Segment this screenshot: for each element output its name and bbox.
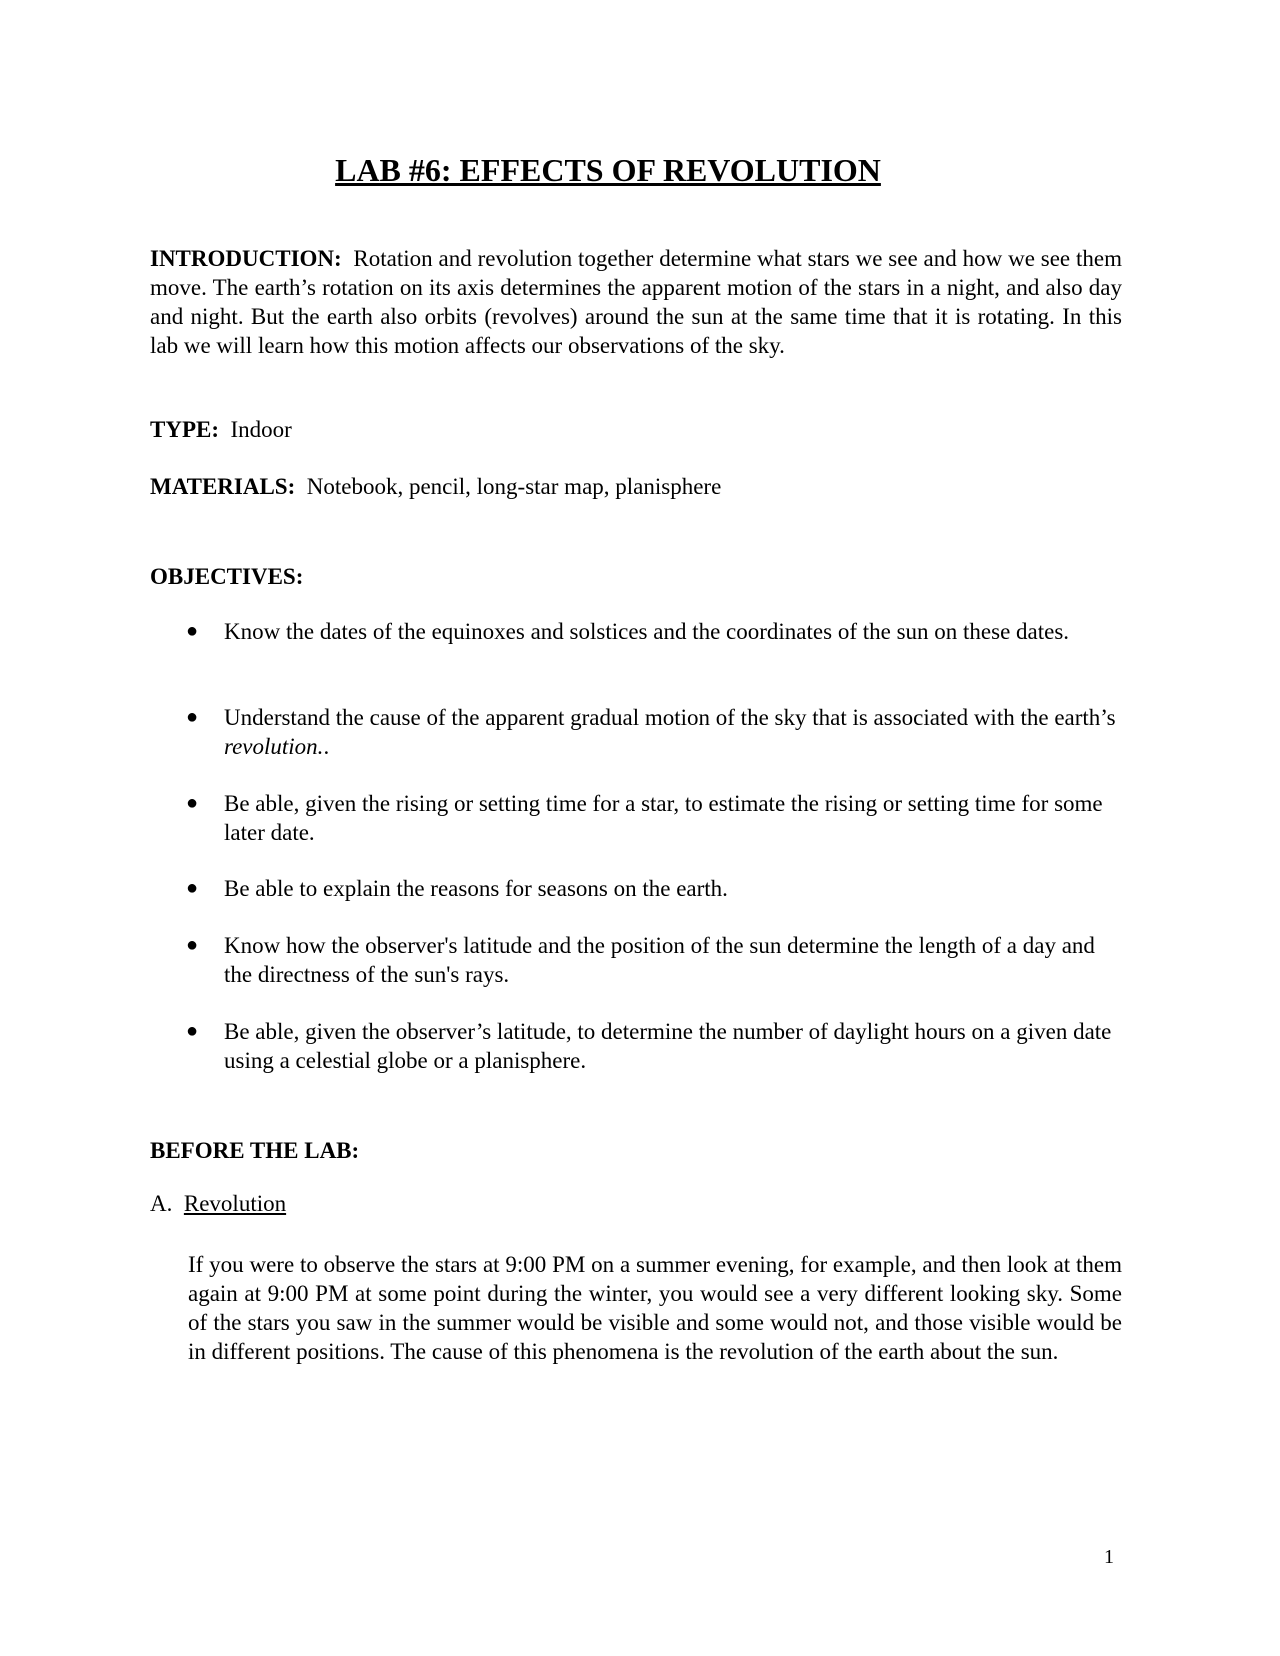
introduction-text: Rotation and revolution together determine what stars we see and how we see them move. The earth’s rotation on its axis determines the apparent motion of the stars in a night, and also day and night. But the earth also orbits (revolves) around the sun at the same time that it is rotating. In this lab we will learn how this motion affects our observations of the sky. bbox=[150, 246, 1122, 358]
objective-text: Know how the observer's latitude and the position of the sun determine the length of a day and the directness of the sun's rays. bbox=[224, 933, 1095, 987]
type-label: TYPE: bbox=[150, 417, 219, 442]
section-heading-revolution bbox=[150, 1189, 1122, 1218]
objective-text: Be able, given the observer’s latitude, to determine the number of daylight hours on a given date using a celestial globe or a planisphere. bbox=[224, 1019, 1112, 1073]
introduction-label: INTRODUCTION: bbox=[150, 246, 342, 271]
objective-text-main: Understand the cause of the apparent gradual motion of the sky that is associated with the earth’s bbox=[224, 705, 1116, 730]
bullet-icon: ● bbox=[186, 792, 199, 814]
objective-text-suffix: . bbox=[323, 734, 330, 759]
objective-text: Be able to explain the reasons for seasons on the earth. bbox=[224, 876, 728, 901]
objective-text-emphasis: revolution. bbox=[224, 734, 324, 759]
page-number: 1 bbox=[1104, 1546, 1114, 1568]
objective-text bbox=[224, 703, 1122, 761]
objective-text: Be able, given the rising or setting time for a star, to estimate the rising or setting time for some later date. bbox=[224, 791, 1103, 845]
lab-title: LAB #6: EFFECTS OF REVOLUTION bbox=[335, 152, 881, 188]
materials-line bbox=[150, 472, 1122, 501]
bullet-icon: ● bbox=[186, 934, 199, 956]
type-value: Indoor bbox=[230, 417, 292, 442]
materials-value: Notebook, pencil, long-star map, planisphere bbox=[306, 474, 722, 499]
objective-text: Know the dates of the equinoxes and solstices and the coordinates of the sun on these dates. bbox=[224, 619, 1070, 644]
materials-label: MATERIALS: bbox=[150, 474, 296, 499]
bullet-icon: ● bbox=[186, 620, 199, 642]
bullet-icon: ● bbox=[186, 1020, 199, 1042]
section-title: Revolution bbox=[183, 1191, 287, 1216]
introduction-paragraph bbox=[150, 244, 1122, 360]
before-the-lab-heading: BEFORE THE LAB: bbox=[150, 1138, 360, 1163]
bullet-icon: ● bbox=[186, 706, 199, 728]
revolution-paragraph: If you were to observe the stars at 9:00 PM on a summer evening, for example, and then look at them again at 9:00 PM at some point during the winter, you would see a very different looking sky. Some of the stars you saw in the summer would be visible and some would not, and those visible would be in different positions. The cause of this phenomena is the revolution of the earth about the sun. bbox=[188, 1252, 1122, 1364]
bullet-icon: ● bbox=[186, 877, 199, 899]
type-line bbox=[150, 415, 1122, 444]
objectives-heading: OBJECTIVES: bbox=[150, 564, 304, 589]
section-letter: A. bbox=[150, 1191, 173, 1216]
